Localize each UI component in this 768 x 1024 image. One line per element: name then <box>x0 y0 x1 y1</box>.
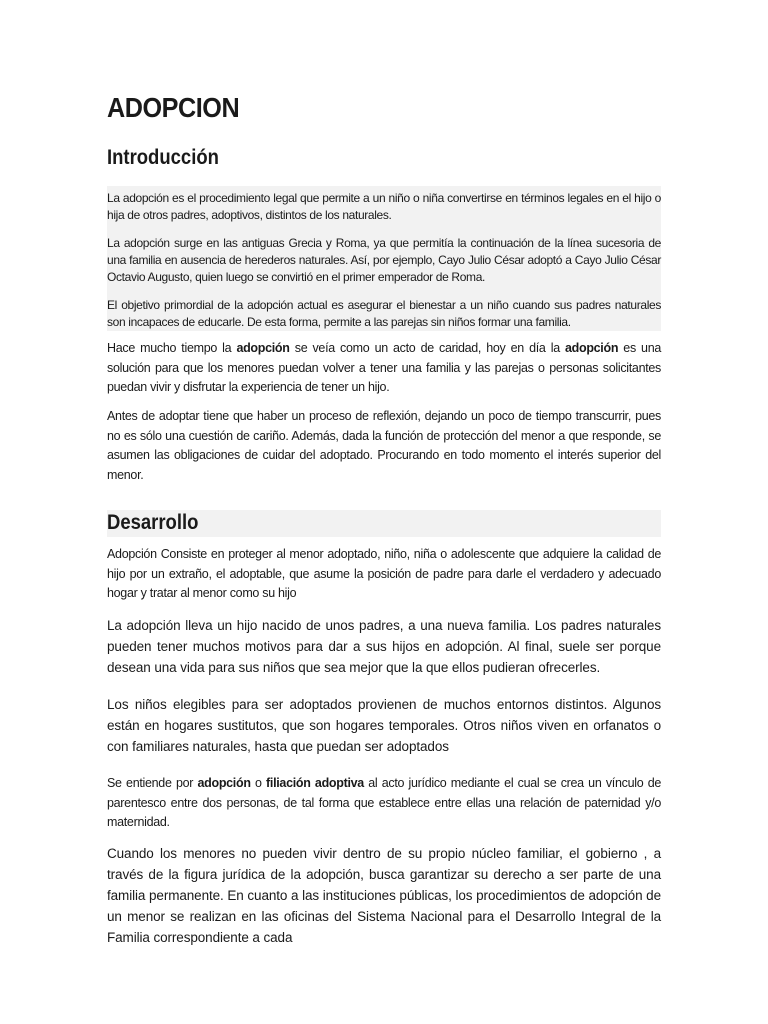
desarrollo-paragraph-4 <box>107 774 661 833</box>
text-run: se veía como un acto de caridad, hoy en día la <box>289 341 565 355</box>
bold-term: adopción <box>565 341 619 355</box>
bold-term: adopción <box>197 776 251 790</box>
text-run: es una solución para que los menores puedan volver a tener una familia y las parejas o personas solicitantes puedan vivir y disfrutar la experiencia de tener un hijo. <box>107 341 662 394</box>
intro-paragraph-5: Antes de adoptar tiene que haber un proceso de reflexión, dejando un poco de tiempo transcurrir, pues no es sólo una cuestión de cariño. Además, dada la función de protección del menor a que responde, se asumen las obligaciones de cuidar del adoptado. Procurando en todo momento el interés superior del menor. <box>107 409 661 482</box>
intro-paragraph-4 <box>107 339 661 398</box>
text-run: Se entiende por <box>107 776 198 790</box>
bold-term: adopción <box>236 341 290 355</box>
section-heading-desarrollo: Desarrollo <box>107 511 199 534</box>
text-run: Hace mucho tiempo la <box>107 341 237 355</box>
text-run: o <box>250 776 267 790</box>
desarrollo-paragraph-5: Cuando los menores no pueden vivir dentro de su propio núcleo familiar, el gobierno , a través de la figura jurídica de la adopción, busca garantizar su derecho a ser parte de una familia permanente. En cuanto a las instituciones públicas, los procedimientos de adopción de un menor se realizan en las oficinas del Sistema Nacional para el Desarrollo Integral de la Familia correspondiente a cada <box>107 846 661 945</box>
desarrollo-paragraph-1: Adopción Consiste en proteger al menor adoptado, niño, niña o adolescente que adquiere la calidad de hijo por un extraño, el adoptable, que asume la posición de padre para darle el verdadero y adecuado hogar y tratar al menor como su hijo <box>107 547 661 600</box>
desarrollo-paragraph-2: La adopción lleva un hijo nacido de unos padres, a una nueva familia. Los padres naturales pueden tener muchos motivos para dar a sus hijos en adopción. Al final, suele ser porque desean una vida para sus niños que sea mejor que la que ellos pudieran ofrecerles. <box>107 618 661 675</box>
section-heading-introduccion: Introducción <box>107 146 219 169</box>
document-title: ADOPCION <box>107 92 240 123</box>
bold-term: filiación adoptiva <box>266 776 364 790</box>
text-run: al acto jurídico mediante el cual se crea un vínculo de parentesco entre dos personas, de tal forma que establece entre ellas una relación de paternidad y/o maternidad. <box>107 776 662 829</box>
intro-paragraph-3: El objetivo primordial de la adopción actual es asegurar el bienestar a un niño cuando sus padres naturales son incapaces de educarle. De esta forma, permite a las parejas sin niños formar una familia. <box>107 298 661 329</box>
intro-paragraph-1: La adopción es el procedimiento legal que permite a un niño o niña convertirse en términos legales en el hijo o hija de otros padres, adoptivos, distintos de los naturales. <box>107 191 661 222</box>
intro-paragraph-2: La adopción surge en las antiguas Grecia y Roma, ya que permitía la continuación de la línea sucesoria de una familia en ausencia de herederos naturales. Así, por ejemplo, Cayo Julio César adoptó a Cayo Julio César Octavio Augusto, quien luego se convirtió en el primer emperador de Roma. <box>107 236 661 284</box>
desarrollo-paragraph-3: Los niños elegibles para ser adoptados provienen de muchos entornos distintos. Algunos están en hogares sustitutos, que son hogares temporales. Otros niños viven en orfanatos o con familiares naturales, hasta que puedan ser adoptados <box>107 697 661 754</box>
